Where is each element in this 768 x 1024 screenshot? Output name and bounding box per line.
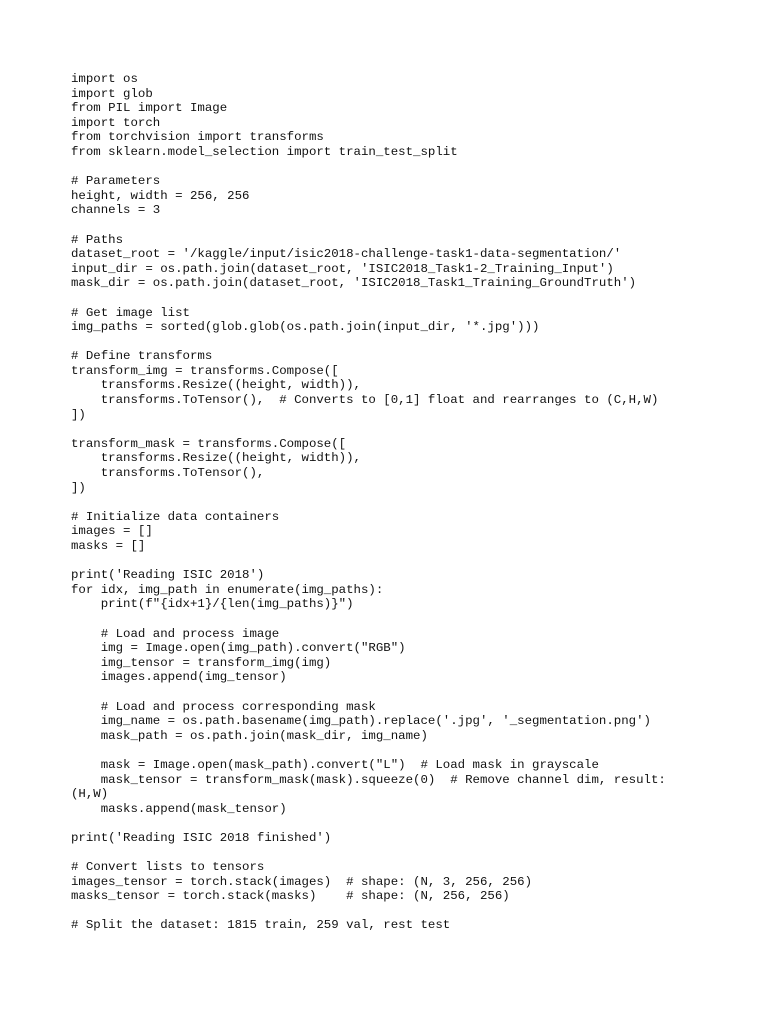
code-line: transform_img = transforms.Compose([ [71,363,339,378]
code-line [71,335,711,350]
code-line: ]) [71,480,86,495]
code-line [71,845,711,860]
code-line: mask = Image.open(mask_path).convert("L") # Load mask in grayscale [71,757,599,772]
code-line: import glob [71,86,153,101]
code-line: # Load and process image [71,626,280,641]
code-line: images = [] [71,524,153,539]
code-line: # Get image list [71,305,190,320]
code-line: # Load and process corresponding mask [71,699,376,714]
code-line: masks_tensor = torch.stack(masks) # shape: (N, 256, 256) [71,889,510,904]
code-line [71,495,711,510]
code-line: # Convert lists to tensors [71,860,265,875]
code-line: import torch [71,115,161,130]
code-line: print('Reading ISIC 2018 finished') [71,830,332,845]
code-line: input_dir = os.path.join(dataset_root, 'ISIC2018_Task1-2_Training_Input') [71,261,614,276]
code-line: mask_dir = os.path.join(dataset_root, 'ISIC2018_Task1_Training_GroundTruth') [71,276,637,291]
code-line: transforms.ToTensor(), # Converts to [0,1] float and rearranges to (C,H,W) [71,393,659,408]
code-line: ]) [71,407,86,422]
code-line: transforms.Resize((height, width)), [71,451,361,466]
code-line [71,291,711,306]
code-line: import os [71,72,138,86]
code-line [71,685,711,700]
code-line: img_tensor = transform_img(img) [71,655,332,670]
code-line: masks = [] [71,539,146,553]
code-line: # Split the dataset: 1815 train, 259 val, rest test [71,918,451,933]
code-line: channels = 3 [71,203,161,218]
code-line [71,904,711,919]
code-line: from sklearn.model_selection import train_test_split [71,144,458,159]
code-line [71,218,711,233]
code-line: images.append(img_tensor) [71,670,287,685]
code-line [71,554,711,569]
code-line: img_name = os.path.basename(img_path).replace('.jpg', '_segmentation.png') [71,714,651,729]
code-line: transforms.ToTensor(), [71,466,265,481]
code-line: # Parameters [71,174,161,189]
code-line: dataset_root = '/kaggle/input/isic2018-challenge-task1-data-segmentation/' [71,247,622,262]
code-line [71,160,711,175]
code-line: mask_path = os.path.join(mask_dir, img_name) [71,728,428,743]
code-line: (H,W) [71,787,109,802]
code-line: img_paths = sorted(glob.glob(os.path.join(input_dir, '*.jpg'))) [71,320,540,335]
code-line: img = Image.open(img_path).convert("RGB") [71,641,406,656]
code-line: for idx, img_path in enumerate(img_paths): [71,582,384,597]
code-line: mask_tensor = transform_mask(mask).squeeze(0) # Remove channel dim, result: [71,772,666,787]
code-line: # Define transforms [71,349,213,364]
code-line: from torchvision import transforms [71,130,324,145]
code-line: from PIL import Image [71,101,228,116]
code-block [71,72,711,933]
code-line: print(f"{idx+1}/{len(img_paths)}") [71,597,354,612]
code-line [71,612,711,627]
code-line: transform_mask = transforms.Compose([ [71,436,347,451]
code-line: masks.append(mask_tensor) [71,801,287,816]
code-line: print('Reading ISIC 2018') [71,568,265,583]
code-line: height, width = 256, 256 [71,188,250,203]
code-line [71,816,711,831]
code-line [71,743,711,758]
code-line: # Paths [71,232,124,247]
code-line: # Initialize data containers [71,509,280,524]
code-line: transforms.Resize((height, width)), [71,378,361,393]
code-line [71,422,711,437]
code-line: images_tensor = torch.stack(images) # shape: (N, 3, 256, 256) [71,874,533,889]
